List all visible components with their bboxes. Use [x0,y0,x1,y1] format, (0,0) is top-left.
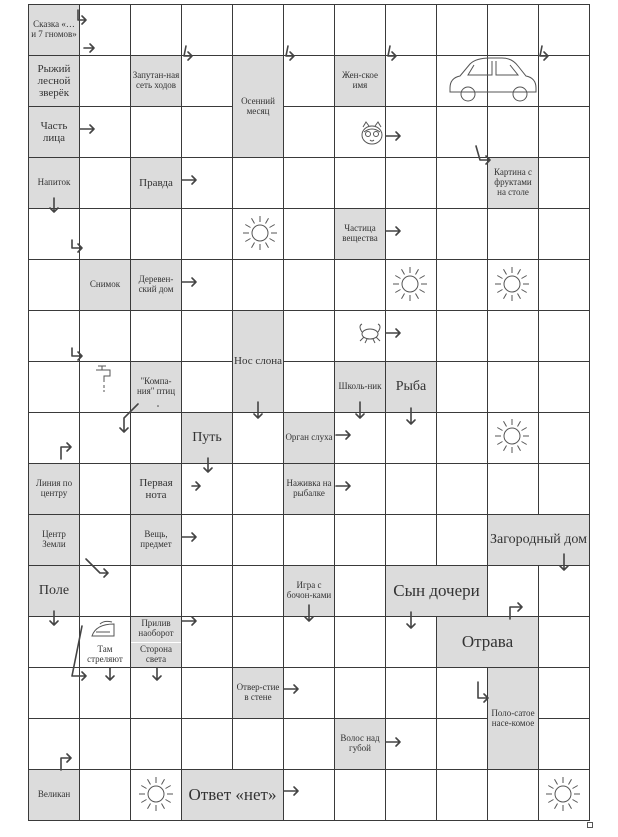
clue-cell-c2-10: Вещь, предмет [131,515,181,565]
clue-cell-c0-2: Часть лица [29,107,79,157]
clue-cell-c1-5: Снимок [80,260,130,310]
sun-icon [139,777,173,811]
clue-cell-c6-14: Волос над губой [335,719,385,769]
clue-cell-c5-9: Наживка на рыбалке [284,464,334,514]
car-icon [450,58,536,101]
clue-cell-c2-5: Деревен-ский дом [131,260,181,310]
clue-cell-c0-15: Великан [29,770,79,820]
clue-cell-c2-12a: Прилив наоборот [131,617,181,642]
clue-cell-c9-3: Картина с фруктами на столе [488,158,538,208]
clue-cell-c8-12: Отрава [437,617,538,667]
clue-cell-c0-9: Линия по центру [29,464,79,514]
clue-cell-c2-12b: Сторона света [131,643,181,668]
raccoon-icon [362,122,382,144]
sun-icon [546,777,580,811]
clue-cell-c6-7: Школь-ник [335,362,385,412]
clue-cell-c5-11: Игра с бочон-ками [284,566,334,616]
clue-cell-c0-1: Рыжий лесной зверёк [29,56,79,106]
clue-cell-c0-10: Центр Земли [29,515,79,565]
sun-icon [243,216,277,250]
clue-cell-c9-10: Загородный дом [488,515,589,565]
clue-cell-c4-1: Осенний месяц [233,56,283,157]
scanword-grid [28,4,590,820]
clue-cell-c2-3: Правда [131,158,181,208]
clue-cell-c2-7: "Компа-ния" птиц [131,362,181,412]
clue-cell-c6-1: Жен-ское имя [335,56,385,106]
clue-cell-c3-8: Путь [182,413,232,463]
clue-cell-c2-1: Запутан-ная сеть ходов [131,56,181,106]
clue-cell-c7-7: Рыба [386,362,436,412]
clue-cell-c2-9: Первая нота [131,464,181,514]
sun-icon [393,267,427,301]
clue-cell-c4-13: Отвер-стие в стене [233,668,283,718]
clue-cell-c1-12: Там стреляют [80,643,130,668]
clue-cell-c9-13: Поло-сатое насе-комое [488,668,538,769]
clue-cell-c0-11: Поле [29,566,79,616]
clue-cell-c7-11: Сын дочери [386,566,487,616]
clue-cell-c6-4: Частица вещества [335,209,385,259]
clue-cell-c3-15: Ответ «нет» [182,770,283,820]
grid-hline [28,820,590,821]
sun-icon [495,267,529,301]
clue-cell-c4-6: Нос слона [233,311,283,412]
clue-cell-c0-3: Напиток [29,158,79,208]
clue-cell-c5-8: Орган слуха [284,413,334,463]
picture-layer [28,4,590,820]
faucet-icon [96,366,110,392]
corner-mark [587,822,593,828]
crab-icon [360,324,380,343]
sun-icon [495,419,529,453]
clue-cell-c0-0: Сказка «… и 7 гномов» [29,5,79,55]
iron-icon [92,621,114,636]
